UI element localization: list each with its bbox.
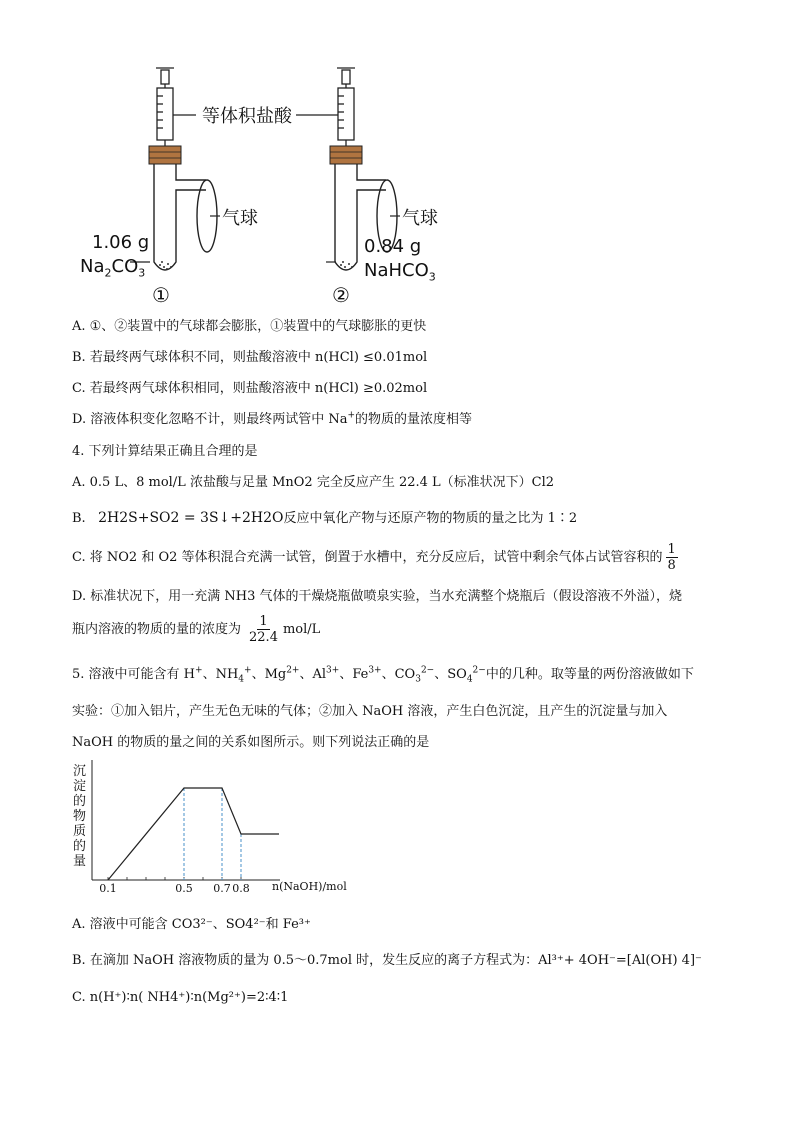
balloon-label-1: 气球 [222,208,258,229]
q5-option-a: A. 溶液中可能含 CO3²⁻、SO4²⁻和 Fe³⁺ [72,917,311,932]
q3-option-d: D. 溶液体积变化忽略不计，则最终两试管中 Na+的物质的量浓度相等 [72,410,473,427]
precipitate-chart [90,760,370,900]
q5-option-c: C. n(H⁺)∶n( NH4⁺)∶n(Mg²⁺)=2∶4∶1 [72,990,289,1005]
stopper-1 [149,146,181,164]
compound-2: NaHCO$_3$ [364,260,436,284]
q4-d-fraction: $\frac{1}{22.4}$ [249,614,278,645]
balloon-label-2: 气球 [402,208,438,229]
mass-2: 0.84 g [364,236,422,257]
x-tick-label-0.7: 0.7 [213,882,231,895]
q4-option-b: B. 2H2S+SO2 = 3S↓+2H2O反应中氧化产物与还原产物的物质的量之比为 1∶2 [72,510,578,526]
q4-c-fraction: $\frac{1}{8}$ [667,542,676,573]
syringe-1 [156,68,196,150]
stopper-2 [330,146,362,164]
q4-d-text: 瓶内溶液的物质的量的浓度为 [72,621,242,637]
q4-option-a: A. 0.5 L、8 mol/L 浓盐酸与足量 MnO2 完全反应产生 22.4 L（标准状况下）Cl2 [72,475,555,490]
q3-option-c: C. 若最终两气球体积相同，则盐酸溶液中 n(HCl) ≥0.02mol [72,381,428,396]
q4-c-text: C. 将 NO2 和 O2 等体积混合充满一试管，倒置于水槽中，充分反应后，试管中剩余气体占试管容积的 [72,549,663,565]
q3-d-prefix: D. 溶液体积变化忽略不计，则最终两试管中 Na [72,412,348,427]
q4-b-text: 反应中氧化产物与还原产物的物质的量之比为 1∶2 [283,511,578,526]
powder-2 [340,261,353,268]
q4-option-d-line2 [72,614,320,645]
q4-stem: 4. 下列计算结果正确且合理的是 [72,444,258,459]
q3-option-b: B. 若最终两气球体积不同，则盐酸溶液中 n(HCl) ≤0.01mol [72,350,428,365]
q5-stem-line3: NaOH 的物质的量之间的关系如图所示。则下列说法正确的是 [72,735,430,750]
q3-option-a: A. ①、②装置中的气球都会膨胀，①装置中的气球膨胀的更快 [72,319,427,334]
precipitate-line [108,788,279,880]
syringe-2 [296,68,355,150]
q5-stem-line2: 实验：①加入铝片，产生无色无味的气体；②加入 NaOH 溶液，产生白色沉淀，且产生的沉淀量与加入 [72,704,668,719]
q5-option-b: B. 在滴加 NaOH 溶液物质的量为 0.5～0.7mol 时，发生反应的离子方程式为：Al³⁺+ 4OH⁻=[Al(OH) 4]⁻ [72,953,702,968]
q3-d-suffix: 的物质的量浓度相等 [355,412,473,427]
mark-1: ① [152,283,170,307]
chart-ylabel: 沉淀的物质的量 [73,764,87,869]
q4-d-unit: mol/L [282,621,321,637]
mass-1: 1.06 g [92,232,150,253]
x-tick-label-0.5: 0.5 [175,882,193,895]
q4-option-c [72,542,681,573]
mark-2: ② [332,283,350,307]
acid-label: 等体积盐酸 [202,106,292,127]
q4-b-equation: 2H2S+SO2 = 3S↓+2H2O [98,510,284,526]
q4-option-d-line1: D. 标准状况下，用一充满 NH3 气体的干燥烧瓶做喷泉实验，当水充满整个烧瓶后（假设溶液不外溢），烧 [72,589,682,604]
test-tube-1 [154,164,217,270]
compound-1: $Na_2CO_3$ [80,256,146,280]
chart-xlabel: n(NaOH)/mol [272,880,347,893]
q5-stem-line1: 5. 溶液中可能含有 H+、$NH_4^+$、$Mg^{2+}$、$Al^{3+}$、$Fe^{3+}$、$CO_3^{2-}$、$SO_4^{2-}$中的几种。取等量的两份溶液做如下 [72,665,694,685]
x-tick-label-0.8: 0.8 [232,882,250,895]
x-tick-label-0.1: 0.1 [99,882,117,895]
